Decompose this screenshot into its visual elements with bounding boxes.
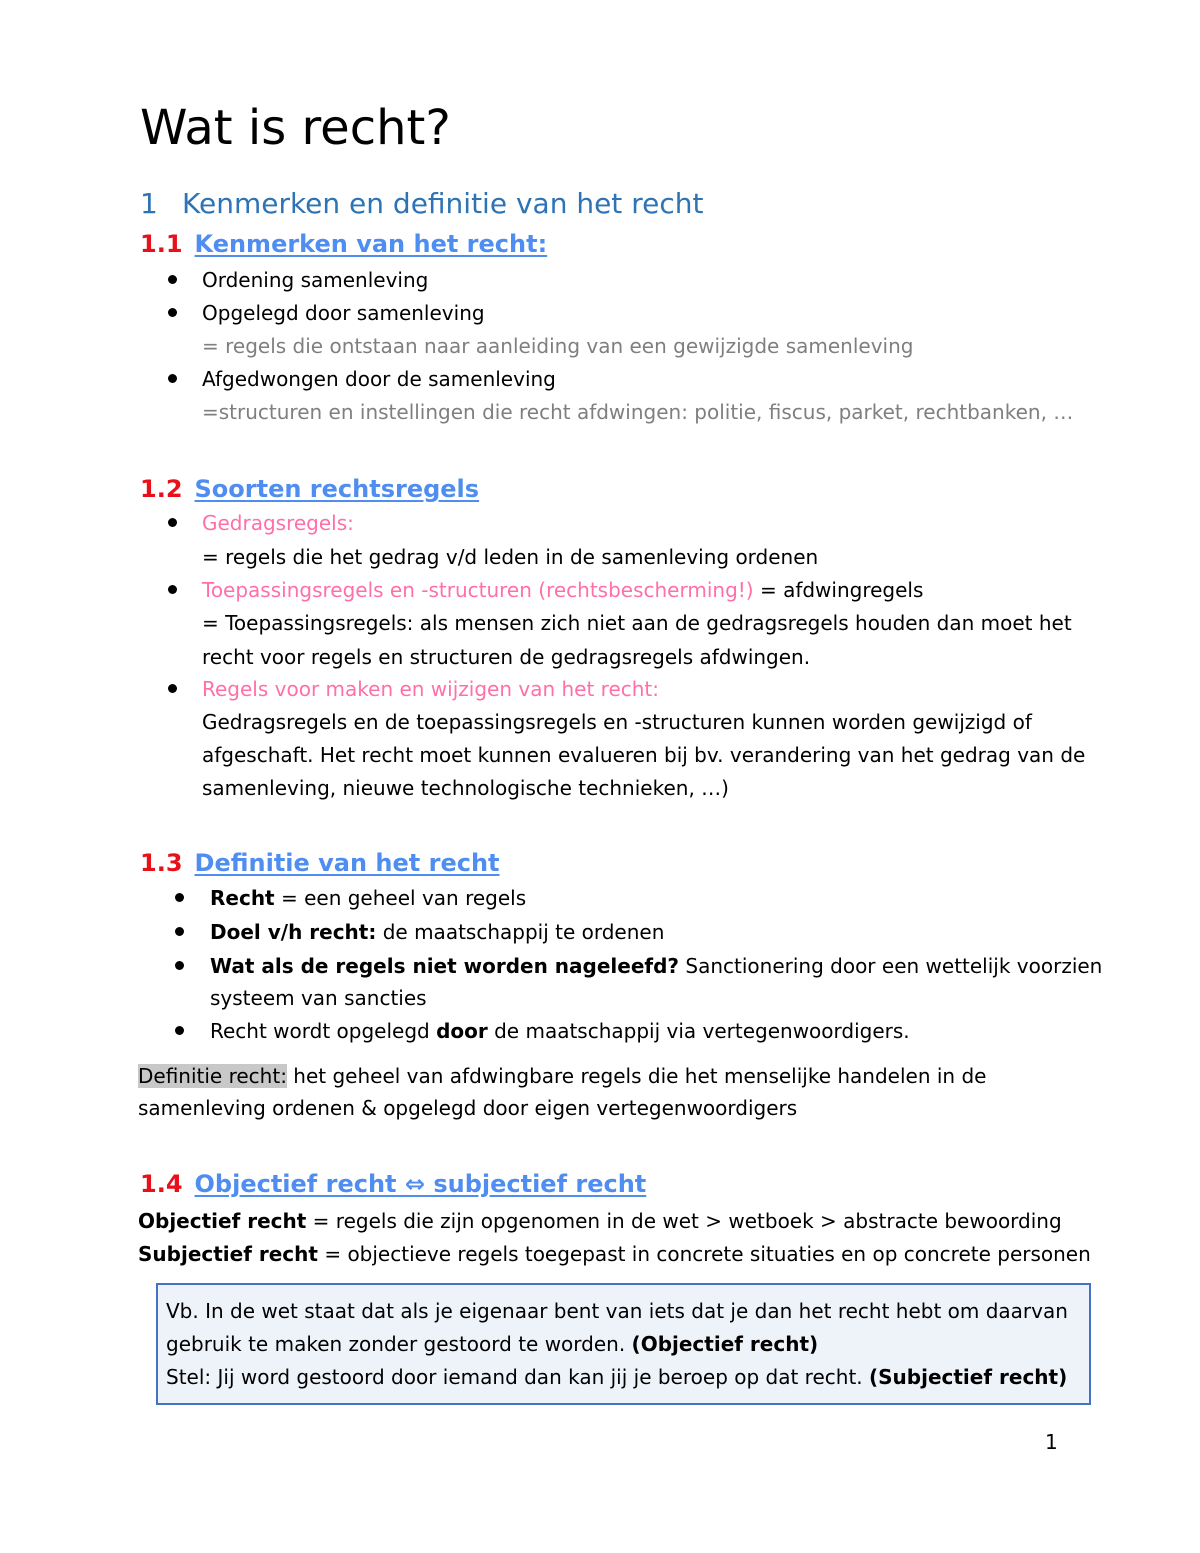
rule-type-label: Gedragsregels: [202,511,354,535]
heading-1-number: 1 [140,187,158,220]
page-number: 1 [1045,1430,1058,1454]
example-line: Vb. In de wet staat dat als je eigenaar bent van iets dat je dan het recht hebt om daarvan [166,1299,1068,1323]
definition-text: het geheel van afdwingbare regels die het menselijke handelen in de [286,1064,987,1088]
example-tag: (Subjectief recht) [869,1365,1068,1389]
rule-type-text: = regels die het gedrag v/d leden in de samenleving ordenen [202,545,819,569]
document-title: Wat is recht? [140,100,451,156]
term-text: = een geheel van regels [274,886,527,910]
rule-type-text: recht voor regels en structuren de gedragsregels afdwingen. [202,645,811,669]
heading-1 [140,187,703,220]
list-item-note: = regels die ontstaan naar aanleiding van een gewijzigde samenleving [202,334,914,358]
example-line [166,1332,818,1356]
rule-type-text: Gedragsregels en de toepassingsregels en -structuren kunnen worden gewijzigd of [202,710,1032,734]
heading-1-text: Kenmerken en definitie van het recht [182,187,704,220]
section-number: 1.3 [140,849,183,877]
term-prefix: Recht wordt opgelegd [210,1019,437,1043]
rule-type-heading [202,578,923,602]
list-item-note: =structuren en instellingen die recht afdwingen: politie, fiscus, parket, rechtbanken, … [202,400,1074,424]
bullet-icon [168,518,177,527]
definition-paragraph [138,1064,986,1088]
term: Objectief recht [138,1209,307,1233]
list-item: Opgelegd door samenleving [202,301,485,325]
bullet-icon [168,684,177,693]
bullet-icon [168,308,177,317]
term: Subjectief recht [138,1242,318,1266]
definition-line [138,1242,1091,1266]
term: Wat als de regels niet worden nageleefd? [210,954,680,978]
rule-type-text: = Toepassingsregels: als mensen zich niet aan de gedragsregels houden dan moet het [202,611,1072,635]
section-title: Kenmerken van het recht: [194,230,548,258]
rule-type-text: afgeschaft. Het recht moet kunnen evalueren bij bv. verandering van het gedrag van de [202,743,1086,767]
bullet-icon [168,585,177,594]
list-item [210,886,526,910]
list-item [210,920,664,944]
list-item: Afgedwongen door de samenleving [202,367,556,391]
term-text: de maatschappij via vertegenwoordigers. [487,1019,910,1043]
section-title: Definitie van het recht [194,849,500,877]
term-text: = objectieve regels toegepast in concrete situaties en op concrete personen [317,1242,1091,1266]
list-item [210,954,1102,978]
section-number: 1.2 [140,475,183,503]
term: door [436,1019,488,1043]
term: Recht [210,886,275,910]
rule-type-label: Regels voor maken en wijzigen van het recht: [202,677,660,701]
section-title: Soorten rechtsregels [194,475,480,503]
term-text: = regels die zijn opgenomen in de wet > wetboek > abstracte bewoording [306,1209,1062,1233]
rule-type-label: Toepassingsregels en -structuren (rechtsbescherming!) [202,578,754,602]
section-1-3-heading [140,849,500,877]
rule-type-suffix: = afdwingregels [753,578,924,602]
example-text: Stel: Jij word gestoord door iemand dan kan jij je beroep op dat recht. [166,1365,869,1389]
term: Doel v/h recht: [210,920,377,944]
list-item [210,1019,910,1043]
section-1-4-heading [140,1170,646,1198]
section-1-1-heading [140,230,547,258]
bullet-icon [168,275,177,284]
term-text: de maatschappij te ordenen [376,920,665,944]
definition-line [138,1209,1062,1233]
definition-paragraph-continuation: samenleving ordenen & opgelegd door eigen vertegenwoordigers [138,1096,798,1120]
list-item: Ordening samenleving [202,268,429,292]
section-number: 1.4 [140,1170,183,1198]
list-item-continuation: systeem van sancties [210,986,427,1010]
section-number: 1.1 [140,230,183,258]
section-1-2-heading [140,475,479,503]
bullet-icon [175,927,184,936]
example-text: gebruik te maken zonder gestoord te worden. [166,1332,632,1356]
example-tag: (Objectief recht) [631,1332,819,1356]
bullet-icon [175,961,184,970]
bullet-icon [168,374,177,383]
bullet-icon [175,1026,184,1035]
definition-label: Definitie recht: [138,1064,287,1088]
example-line [166,1365,1067,1389]
term-text: Sanctionering door een wettelijk voorzien [679,954,1103,978]
bullet-icon [175,893,184,902]
section-title: Objectief recht ⇔ subjectief recht [194,1170,647,1198]
rule-type-text: samenleving, nieuwe technologische technieken, …) [202,776,729,800]
